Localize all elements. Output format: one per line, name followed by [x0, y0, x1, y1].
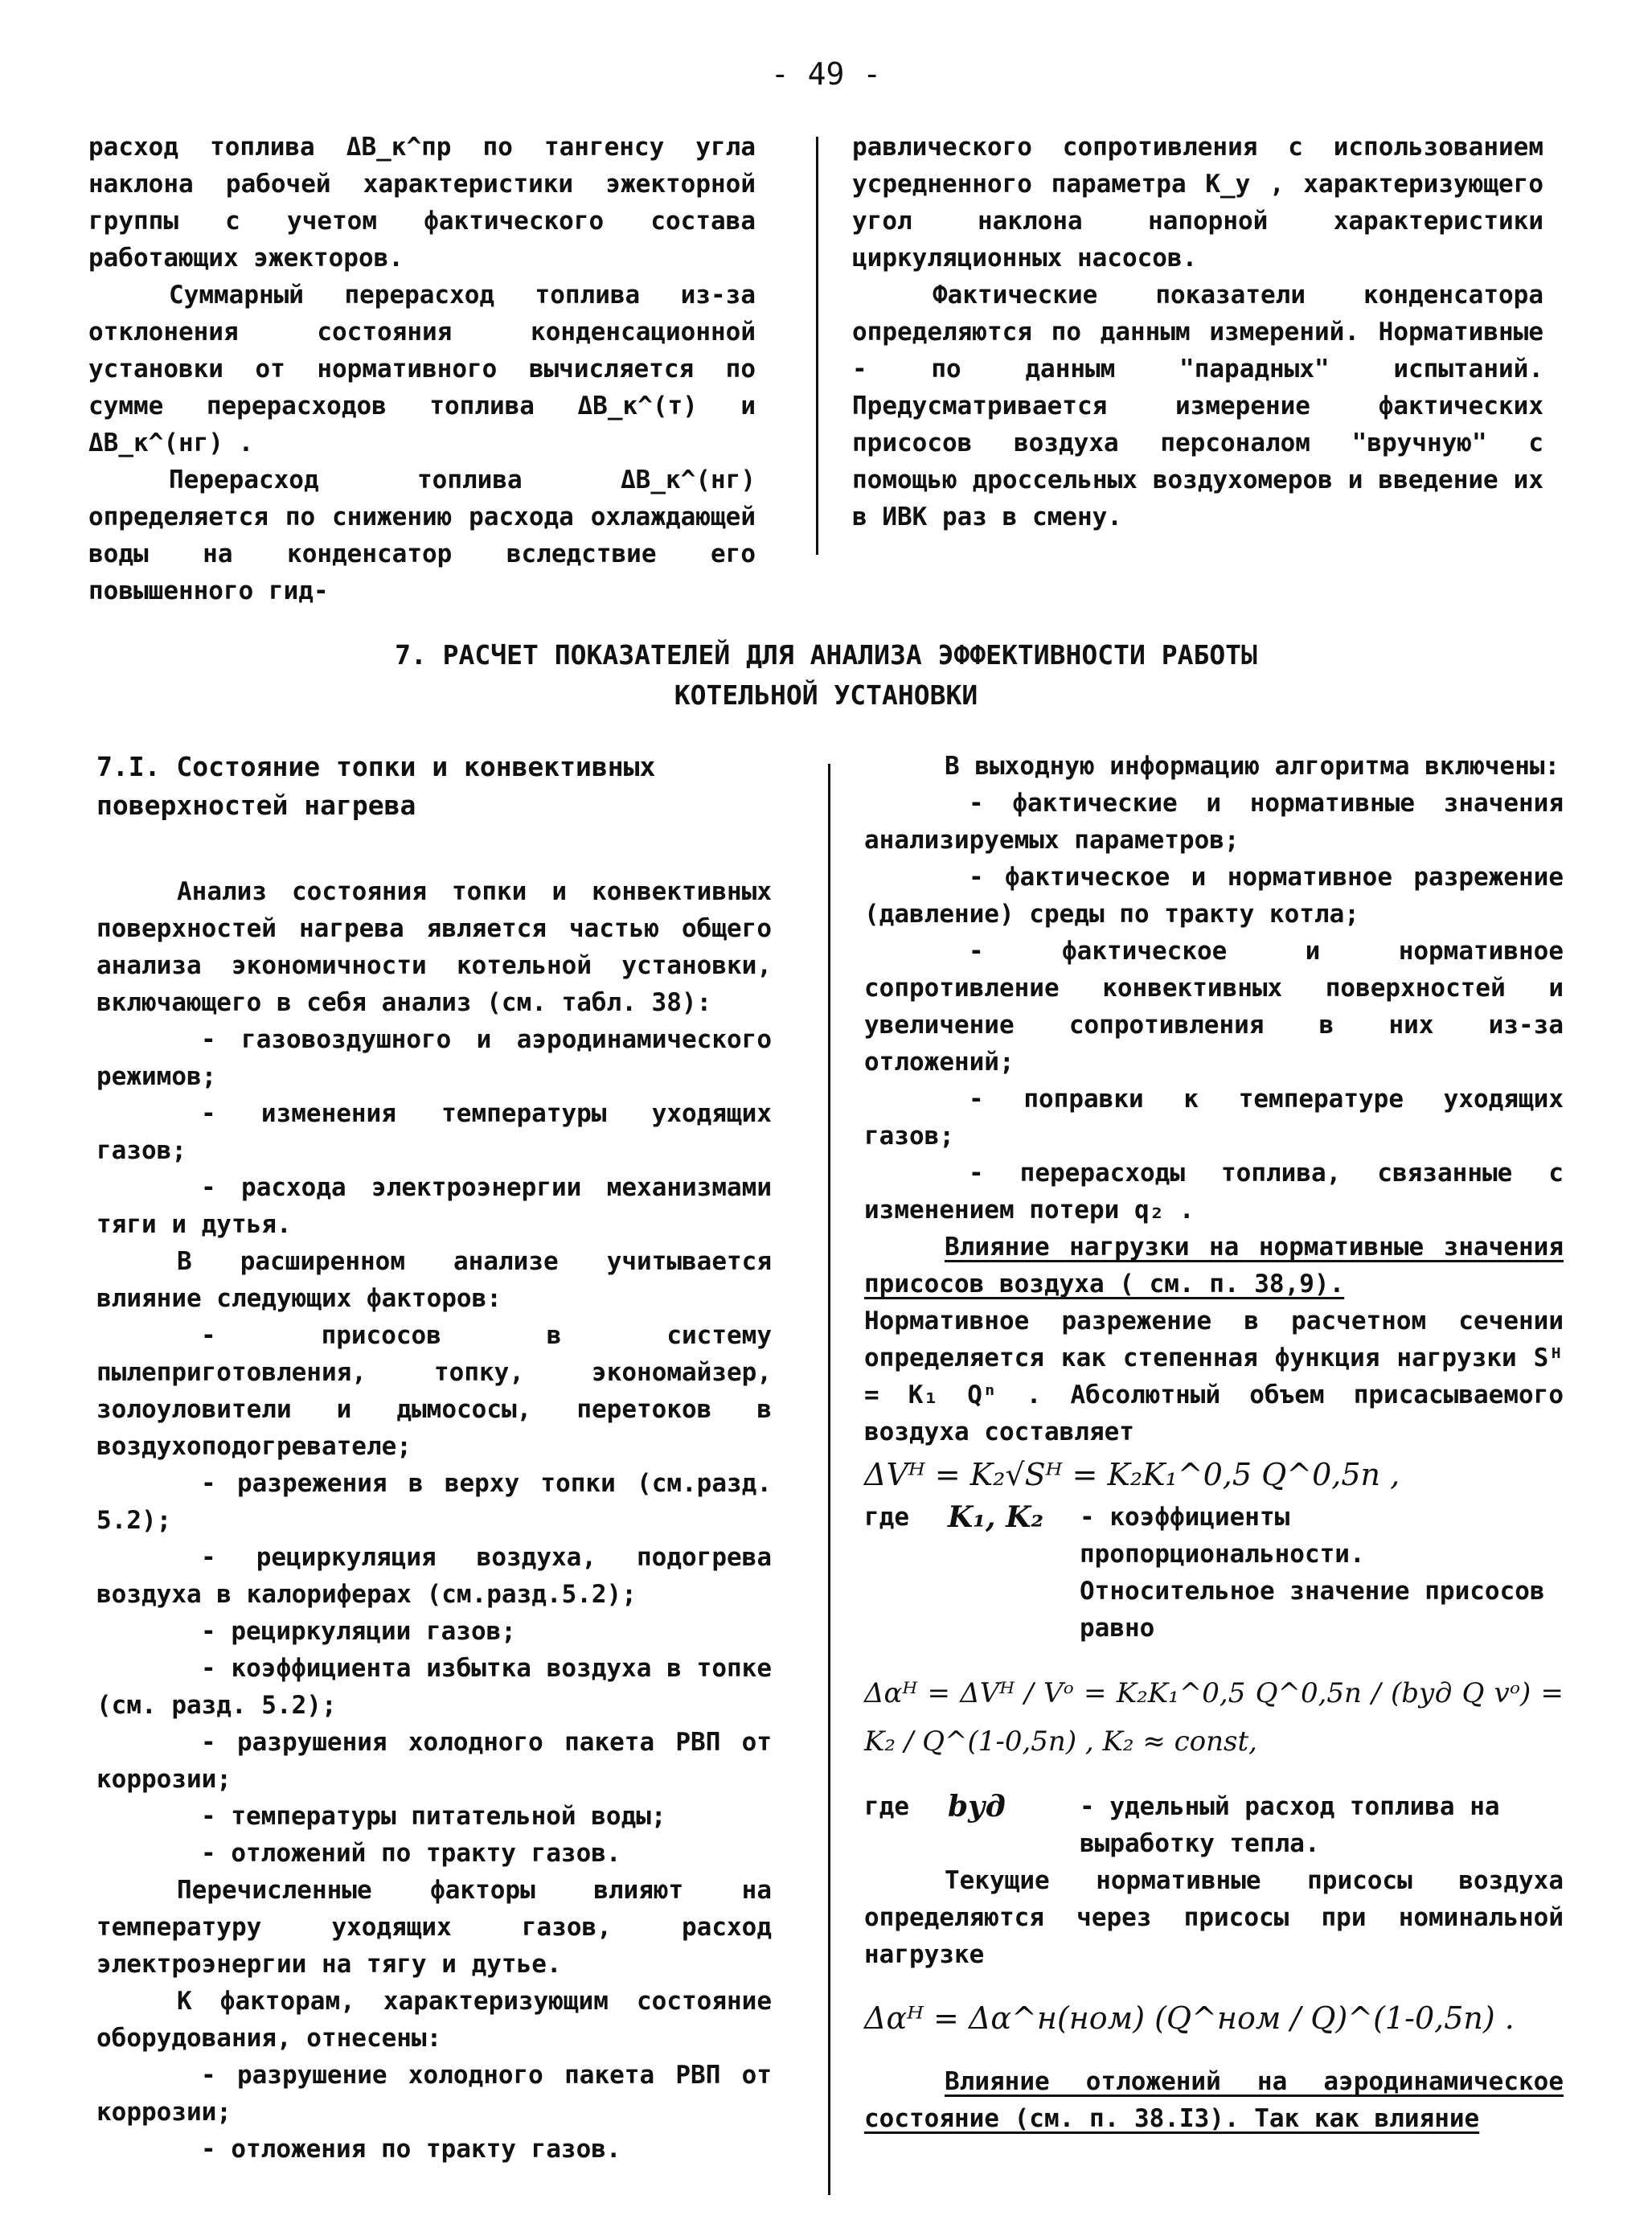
list-item: - фактические и нормативные значения анализируемых параметров;: [864, 789, 1564, 855]
where-label: где: [864, 1503, 909, 1532]
paragraph: Фактические показатели конденсатора определяются по данным измерений. Нормативные - по данным "парадных" испытаний. Предусматривается измерение фактических присосов воздуха персоналом "вручную" с помощью дроссельных воздухомеров и введение их в ИВК раз в смену.: [852, 281, 1543, 531]
paragraph: Нормативное разрежение в расчетном сечении определяется как степенная функция нагрузки Sᴴ = K₁ Qⁿ . Абсолютный объем присасываемого воздуха составляет: [864, 1307, 1564, 1446]
where-text: - удельный расход топлива на выработку тепла.: [1080, 1792, 1500, 1858]
paragraph: Перерасход топлива ΔB_к^(нг) определяется по снижению расхода охлаждающей воды на конденсатор вследствие его повышенного гид-: [88, 466, 756, 605]
paragraph: расход топлива ΔB_к^пр по тангенсу угла наклона рабочей характеристики эжекторной группы с учетом фактического состава работающих эжекторов.: [88, 133, 756, 273]
paragraph: Анализ состояния топки и конвективных поверхностей нагрева является частью общего анализа экономичности котельной установки, включающего в себя анализ (см. табл. 38):: [96, 877, 772, 1017]
paragraph: Суммарный перерасход топлива из-за отклонения состояния конденсационной установки от нормативного вычисляется по сумме перерасходов топлива ΔB_к^(т) и ΔB_к^(нг) .: [88, 281, 756, 457]
paragraph: равлического сопротивления с использованием усредненного параметра K_у , характеризующего угол наклона напорной характеристики циркуляционных насосов.: [852, 133, 1543, 273]
top-right-column: [852, 129, 1543, 535]
list-item: - поправки к температуре уходящих газов;: [864, 1085, 1564, 1151]
list-item: - изменения температуры уходящих газов;: [96, 1099, 772, 1165]
list-item: - разрушение холодного пакета РВП от коррозии;: [96, 2061, 772, 2127]
list-item: - перерасходы топлива, связанные с изменением потери q₂ .: [864, 1159, 1564, 1225]
where-clause: [864, 1499, 1564, 1647]
paragraph: В выходную информацию алгоритма включены:: [945, 752, 1560, 781]
paragraph: Текущие нормативные присосы воздуха определяются через присосы при номинальной нагрузке: [864, 1866, 1564, 1969]
paragraph: В расширенном анализе учитывается влияние следующих факторов:: [96, 1247, 772, 1313]
where-label: где: [864, 1792, 909, 1821]
list-item: - рециркуляции газов;: [201, 1617, 516, 1646]
where-symbol: K₁, K₂: [948, 1500, 1044, 1534]
list-item: - газовоздушного и аэродинамического режимов;: [96, 1025, 772, 1091]
list-item: - присосов в систему пылеприготовления, топку, экономайзер, золоуловители и дымососы, перетоков в воздухоподогревателе;: [96, 1321, 772, 1461]
top-left-column: [88, 129, 756, 609]
paragraph: К факторам, характеризующим состояние оборудования, отнесены:: [96, 1987, 772, 2053]
page-number: - 49 -: [770, 56, 882, 92]
list-item: - разрежения в верху топки (см.разд. 5.2);: [96, 1469, 772, 1535]
formula-current-suction: Δαᴴ = Δα^н(ном) (Q^ном / Q)^(1-0,5n) .: [864, 2000, 1515, 2036]
subsection-title-line1: 7.I. Состояние топки и конвективных: [96, 751, 656, 782]
list-item: - отложения по тракту газов.: [201, 2135, 621, 2164]
list-item: - отложений по тракту газов.: [201, 1839, 621, 1868]
list-item: - разрушения холодного пакета РВП от коррозии;: [96, 1728, 772, 1794]
where-clause: [864, 1788, 1564, 1862]
section-title-line2: КОТЕЛЬНОЙ УСТАНОВКИ: [674, 679, 978, 711]
list-item: - температуры питательной воды;: [201, 1802, 666, 1831]
section-title-line1: 7. РАСЧЕТ ПОКАЗАТЕЛЕЙ ДЛЯ АНАЛИЗА ЭФФЕКТИВНОСТИ РАБОТЫ: [395, 639, 1257, 671]
subsection-title: [96, 748, 772, 825]
list-item: - фактическое и нормативное сопротивление конвективных поверхностей и увеличение сопротивления в них из-за отложений;: [864, 937, 1564, 1077]
paragraph: Перечисленные факторы влияют на температуру уходящих газов, расход электроэнергии на тягу и дутье.: [96, 1876, 772, 1979]
list-item: - фактическое и нормативное разрежение (давление) среды по тракту котла;: [864, 863, 1564, 929]
section-title: [0, 635, 1652, 716]
list-item: - расхода электроэнергии механизмами тяги и дутья.: [96, 1173, 772, 1239]
list-item: - рециркуляция воздуха, подогрева воздуха в калориферах (см.разд.5.2);: [96, 1543, 772, 1609]
list-item: - коэффициента избытка воздуха в топке (см. разд. 5.2);: [96, 1654, 772, 1720]
bottom-right-column: [864, 748, 1564, 2137]
column-divider: [816, 137, 818, 555]
column-divider: [828, 764, 830, 2195]
deposits-heading: Влияние отложений на аэродинамическое состояние (см. п. 38.I3). Так как влияние: [864, 2067, 1564, 2133]
where-symbol: bуд: [948, 1790, 1006, 1824]
formula-absolute-volume: ΔVᴴ = K₂√Sᴴ = K₂K₁^0,5 Q^0,5n ,: [864, 1457, 1400, 1492]
influence-heading: Влияние нагрузки на нормативные значения присосов воздуха ( см. п. 38,9).: [864, 1233, 1564, 1299]
subsection-title-line2: поверхностей нагрева: [96, 790, 416, 821]
where-text: - коэффициенты пропорциональности. Относительное значение присосов равно: [1080, 1503, 1545, 1643]
bottom-left-column: [96, 748, 772, 2168]
formula-relative-suction: Δαᴴ = ΔVᴴ / Vᵒ = K₂K₁^0,5 Q^0,5n / (bуд Q vᵒ) = K₂ / Q^(1-0,5n) , K₂ ≈ const,: [864, 1677, 1564, 1758]
